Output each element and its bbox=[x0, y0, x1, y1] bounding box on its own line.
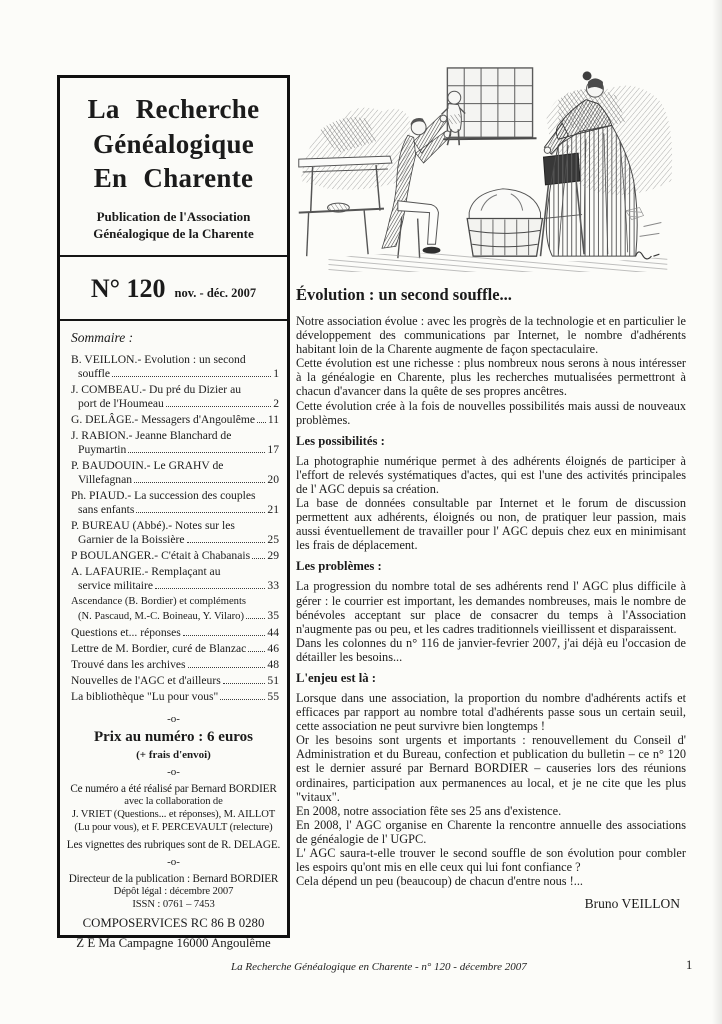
article-block: La progression du nombre total de ses adhérents rend l' AGC plus difficile à gérer : le courrier est important, les demandes nombreuses, mais le nombre de bénévoles acceptant sur place de consacrer du temps à l'Association n'augmente pas ou peu, et les cadres traditionnels vieillissent et disparaissent. bbox=[296, 579, 686, 636]
dot-leader bbox=[112, 376, 271, 377]
subtitle-line-2: Généalogique de la Charente bbox=[93, 225, 254, 241]
title-line-1: La Recherche bbox=[87, 94, 260, 124]
toc-entry-text: port de l'Houmeau bbox=[78, 397, 164, 411]
toc-entry-text: A. LAFAURIE.- Remplaçant au bbox=[71, 565, 221, 579]
toc-entry-text: Questions et... réponses bbox=[71, 626, 181, 640]
toc-entry-text: souffle bbox=[78, 367, 110, 381]
toc-entry-row bbox=[71, 642, 279, 656]
toc-list bbox=[71, 353, 279, 704]
toc-entry-row bbox=[71, 473, 279, 487]
toc-item bbox=[71, 383, 279, 411]
toc-item bbox=[71, 674, 279, 688]
toc-entry-text: Garnier de la Boissière bbox=[78, 533, 185, 547]
toc-page-number: 55 bbox=[267, 690, 279, 704]
article-block: En 2008, l' AGC organise en Charente la rencontre annuelle des associations de généalogie de l' UGPC. bbox=[296, 817, 686, 846]
toc-item bbox=[71, 459, 279, 487]
toc-item bbox=[71, 519, 279, 547]
article-column bbox=[296, 62, 686, 912]
article-block: Cette évolution crée à la fois de nouvelles possibilités mais aussi de nouveaux problèmes. bbox=[296, 398, 686, 427]
toc-entry-text: P. BUREAU (Abbé).- Notes sur les bbox=[71, 519, 235, 533]
toc-entry-row bbox=[71, 690, 279, 704]
toc-entry-row bbox=[71, 443, 279, 457]
toc-entry-row bbox=[71, 579, 279, 593]
toc-page-number: 44 bbox=[267, 626, 279, 640]
credits-line: Dépôt légal : décembre 2007 bbox=[113, 886, 234, 898]
toc-entry-text: J. COMBEAU.- Du pré du Dizier au bbox=[71, 383, 242, 397]
issue-date: nov. - déc. 2007 bbox=[174, 286, 257, 301]
dot-leader bbox=[220, 699, 265, 700]
credits-line: -o- bbox=[167, 856, 180, 869]
toc-item bbox=[71, 413, 279, 427]
footer-text: La Recherche Généalogique en Charente - n° 120 - décembre 2007 bbox=[231, 961, 527, 973]
article-block: Or les besoins sont urgents et importants : renouvellement du Conseil d' Administration et du Bureau, confection et publication du bulletin – ce n° 120 est le dernier assuré par Bernard BORDIER – causeries lors des réunions ordinaires, participation aux permanences au local, et je ne cite que les plus "vitaux". bbox=[296, 733, 686, 804]
toc-item bbox=[71, 353, 279, 381]
toc-page-number: 20 bbox=[267, 473, 279, 487]
toc-entry-text: Ph. PIAUD.- La succession des couples bbox=[71, 489, 256, 503]
toc-entry-text: P BOULANGER.- C'était à Chabanais bbox=[71, 549, 251, 563]
toc-entry-text: service militaire bbox=[78, 579, 154, 593]
article-block: L'enjeu est là : bbox=[296, 670, 376, 685]
toc-entry-row bbox=[71, 397, 279, 411]
credits-block bbox=[60, 706, 287, 951]
toc-item bbox=[71, 429, 279, 457]
article-block: Les possibilités : bbox=[296, 433, 385, 448]
toc-entry-row bbox=[71, 503, 279, 517]
dot-leader bbox=[128, 452, 265, 453]
credits-line: Ce numéro a été réalisé par Bernard BORDIER bbox=[70, 783, 277, 796]
credits-line: Directeur de la publication : Bernard BORDIER bbox=[68, 873, 279, 886]
toc-entry-text: (N. Pascaud, M.-C. Boineau, Y. Vilaro) bbox=[78, 611, 244, 623]
article-block: Cela dépend un peu (beaucoup) de chacun d'entre nous !... bbox=[296, 874, 583, 889]
toc-page-number: 29 bbox=[267, 549, 279, 563]
article-block: Dans les colonnes du n° 116 de janvier-fevrier 2007, j'ai déjà eu l'occasion de détailler les besoins... bbox=[296, 635, 686, 664]
credits-line: Prix au numéro : 6 euros bbox=[93, 729, 254, 746]
credits-line: Les vignettes des rubriques sont de R. DELAGE. bbox=[66, 839, 281, 852]
toc-entry-text: Nouvelles de l'AGC et d'ailleurs bbox=[71, 674, 221, 688]
credits-line: ISSN : 0761 – 7453 bbox=[132, 899, 215, 911]
credits-line: -o- bbox=[167, 766, 180, 779]
toc-page-number: 21 bbox=[267, 503, 279, 517]
toc-page-number: 17 bbox=[267, 443, 279, 457]
title-line-2: Généalogique bbox=[92, 128, 255, 159]
author-signature: Bruno VEILLON bbox=[584, 896, 680, 912]
article-block: La photographie numérique permet à des adhérents éloignés de participer à l'effort de relevés systématiques d'actes, qui est l'une des activités principales de l' AGC depuis sa création. bbox=[296, 453, 686, 496]
publication-title bbox=[64, 92, 283, 196]
toc-entry-text: Trouvé dans les archives bbox=[71, 658, 186, 672]
toc-page-number: 46 bbox=[267, 642, 279, 656]
dot-leader bbox=[136, 512, 265, 513]
toc-item bbox=[71, 626, 279, 640]
masthead-box bbox=[57, 75, 290, 951]
issue-number: N° 120 bbox=[90, 274, 166, 304]
toc-entry-text: P. BAUDOUIN.- Le GRAHV de bbox=[71, 459, 224, 473]
engraving-svg bbox=[298, 62, 676, 275]
dot-leader bbox=[248, 651, 265, 652]
toc-page-number: 25 bbox=[267, 533, 279, 547]
credits-line: COMPOSERVICES RC 86 B 0280 bbox=[82, 916, 265, 931]
toc-item bbox=[71, 549, 279, 563]
toc-item bbox=[71, 658, 279, 672]
dot-leader bbox=[223, 683, 266, 684]
toc-entry-text: La bibliothèque "Lu pour vous" bbox=[71, 690, 219, 704]
dot-leader bbox=[252, 558, 265, 559]
toc-item bbox=[71, 595, 279, 624]
toc-entry-row bbox=[71, 658, 279, 672]
toc-entry-row bbox=[71, 626, 279, 640]
article-block: Les problèmes : bbox=[296, 559, 382, 574]
engraving-illustration bbox=[298, 62, 676, 275]
page-number: 1 bbox=[686, 958, 693, 972]
credits-line: (+ frais d'envoi) bbox=[136, 749, 211, 762]
toc-entry-row bbox=[71, 609, 279, 624]
dot-leader bbox=[155, 588, 265, 589]
dot-leader bbox=[187, 542, 266, 543]
dot-leader bbox=[183, 635, 266, 636]
dot-leader bbox=[257, 422, 266, 423]
toc-page-number: 1 bbox=[273, 367, 279, 381]
article-block: En 2008, notre association fête ses 25 ans d'existence. bbox=[296, 803, 562, 818]
issue-line bbox=[60, 257, 287, 319]
toc-entry-text: B. VEILLON.- Evolution : un second bbox=[71, 353, 246, 367]
credits-line: (Lu pour vous), et F. PERCEVAULT (relecture) bbox=[74, 822, 273, 834]
subtitle-line-1: Publication de l'Association bbox=[96, 208, 251, 224]
toc-page-number: 51 bbox=[267, 674, 279, 688]
toc-item bbox=[71, 489, 279, 517]
dot-leader bbox=[246, 618, 265, 619]
toc-entry-text: J. RABION.- Jeanne Blanchard de bbox=[71, 429, 232, 443]
dot-leader bbox=[188, 667, 266, 668]
toc-entry-text: Lettre de M. Bordier, curé de Blanzac bbox=[71, 642, 247, 656]
sommaire-heading: Sommaire : bbox=[71, 330, 134, 346]
toc-entry-row bbox=[71, 367, 279, 381]
toc-page-number: 11 bbox=[267, 413, 279, 427]
title-line-3: En Charente bbox=[93, 163, 254, 194]
toc-page-number: 35 bbox=[267, 609, 279, 623]
article-body bbox=[296, 314, 686, 888]
toc-item bbox=[71, 642, 279, 656]
dot-leader bbox=[134, 482, 265, 483]
toc-page-number: 2 bbox=[273, 397, 279, 411]
toc-entry-text: G. DELÂGE.- Messagers d'Angoulême bbox=[71, 413, 256, 427]
article-block: Notre association évolue : avec les progrès de la technologie et en particulier le développement des communications par Internet, le nombre d'adhérents habitant loin de la Charente augmente de façon spectaculaire. bbox=[296, 314, 686, 357]
toc-page-number: 33 bbox=[267, 579, 279, 593]
toc-entry-row bbox=[71, 549, 279, 563]
credits-line: -o- bbox=[167, 713, 180, 726]
dot-leader bbox=[166, 406, 271, 407]
toc-page-number: 48 bbox=[267, 658, 279, 672]
article-block: Cette évolution est une richesse : plus nombreux nous serons à nous intéresser à la généalogie en Charente, plus les recherches mutualisées permettront à chacun d'avancer dans la quête de ses propres ancêtres. bbox=[296, 356, 686, 399]
credits-line: Z E Ma Campagne 16000 Angoulême bbox=[76, 936, 271, 951]
toc-item bbox=[71, 690, 279, 704]
toc-entry-text: Ascendance (B. Bordier) et compléments bbox=[71, 596, 247, 608]
toc-entry-row bbox=[71, 413, 279, 427]
article-block: La base de données consultable par Internet et le forum de discussion permettent aux adhérents, éloignés ou non, de pratiquer leur passion, mais aussi éventuellement de travailler pour l' AGC depuis chez eux en minimisant les frais de déplacement. bbox=[296, 496, 686, 553]
article-block: L' AGC saura-t-elle trouver le second souffle de son évolution pour combler les espoirs qu'ont mis en elle ceux qui lui font confiance ? bbox=[296, 846, 686, 875]
toc-entry-row bbox=[71, 674, 279, 688]
credits-line: avec la collaboration de bbox=[124, 796, 223, 808]
article-block: Lorsque dans une association, la proportion du nombre d'adhérents actifs et efficaces par rapport au nombre total d'adhérents passe sous un certain seuil, cette association ne peut survivre bien longtemps ! bbox=[296, 690, 686, 734]
toc-entry-row bbox=[71, 533, 279, 547]
toc-entry-text: sans enfants bbox=[78, 503, 135, 517]
publication-subtitle bbox=[60, 209, 287, 243]
article-title: Évolution : un second souffle... bbox=[296, 285, 512, 304]
toc-item bbox=[71, 565, 279, 593]
table-of-contents bbox=[60, 321, 287, 704]
toc-entry-text: Villefagnan bbox=[78, 473, 133, 487]
toc-entry-text: Puymartin bbox=[78, 443, 127, 457]
credits-line: J. VRIET (Questions... et réponses), M. AILLOT bbox=[71, 809, 276, 821]
